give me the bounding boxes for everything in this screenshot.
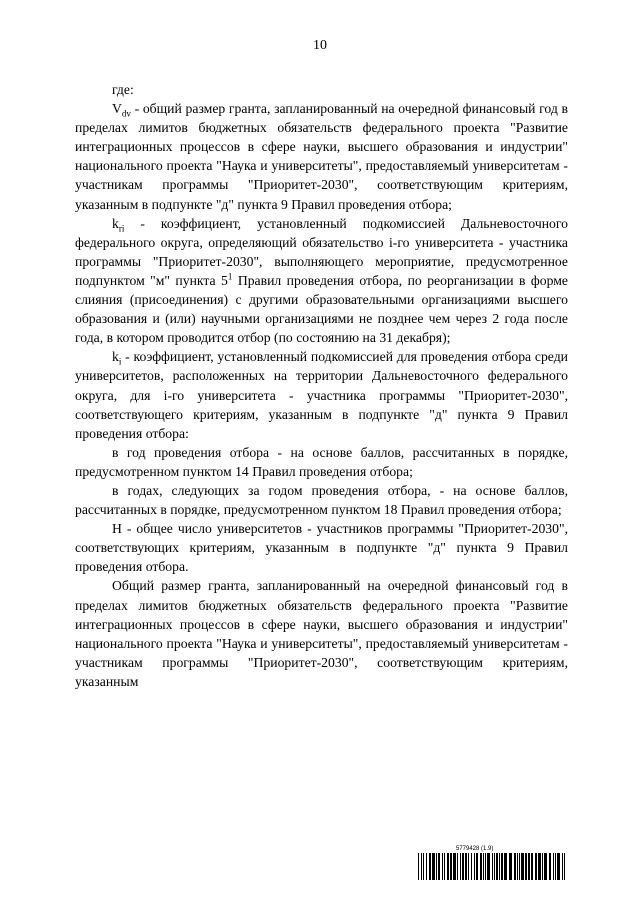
symbol-k: k [112, 349, 119, 365]
definition-vdv-text: - общий размер гранта, запланированный на очередной финансовый год в пределах лимитов бюджетных обязательств федерального проекта "Развитие интеграционных процессов в сфере науки, высшего образования и индустрии" национального проекта "Наука и университеты", предоставляемый университетам - участникам программы "Приоритет-2030", соответствующим критериям, указанным в подпункте "д" пункта 9 Правил проведения отбора; [75, 101, 568, 212]
sub-item: в год проведения отбора - на основе баллов, рассчитанных в порядке, предусмотренном пунктом 14 Правил проведения отбора; [75, 444, 568, 479]
symbol-v: V [112, 101, 122, 117]
definition-ki-text: - коэффициент, установленный подкомиссией для проведения отбора среди университетов, расположенных на территории Дальневосточного федерального округа, для i-го университета - участника программы "Приоритет-2030", соответствующего критериям, указанным в подпункте "д" пункта 9 Правил проведения отбора: [75, 349, 568, 441]
symbol-k-subscript: ri [118, 223, 125, 234]
symbol-k-subscript: i [118, 357, 122, 368]
closing-paragraph: Общий размер гранта, запланированный на очередной финансовый год в пределах лимитов бюджетных обязательств федерального проекта "Развитие интеграционных процессов в сфере науки, высшего образования и индустрии" национального проекта "Наука и университеты", предоставляемый университетам - участникам программы "Приоритет-2030", соответствующим критериям, указанным [75, 578, 568, 689]
barcode-graphic [418, 853, 566, 880]
barcode-code: 5779428 (1.9) [456, 846, 494, 852]
barcode-block [418, 845, 566, 880]
definition-kri [75, 214, 568, 348]
definition-kri-text-b: Правил проведения отбора, по реорганизации в форме слияния (присоединения) с другими образовательными организациями высшего образования и (или) научными организациями не позднее чем через 2 года после года, в котором проводится отбор (по состоянию на 31 декабря); [75, 272, 569, 346]
definition-vdv [75, 99, 568, 214]
intro-line: где: [112, 82, 134, 97]
definition-ki [75, 347, 568, 442]
symbol-k: k [112, 215, 119, 231]
sub-item: в годах, следующих за годом проведения отбора, - на основе баллов, рассчитанных в порядке, предусмотренном пунктом 18 Правил проведения отбора; [75, 482, 568, 518]
page-number: 10 [313, 38, 327, 53]
document-body [75, 80, 568, 691]
superscript: 1 [227, 271, 233, 282]
definition-h: Н - общее число университетов - участников программы "Приоритет-2030", соответствующих критериям, указанным в подпункте "д" пункта 9 Правил проведения отбора. [75, 521, 568, 575]
definition-kri-text-a: - коэффициент, установленный подкомиссией Дальневосточного федерального округа, определяющий обязательство i-го университета - участника программы "Приоритет-2030", выполняющего мероприятие, предусмотренное подпунктом "м" пункта 5 [75, 215, 568, 288]
symbol-v-subscript: dv [121, 108, 131, 119]
